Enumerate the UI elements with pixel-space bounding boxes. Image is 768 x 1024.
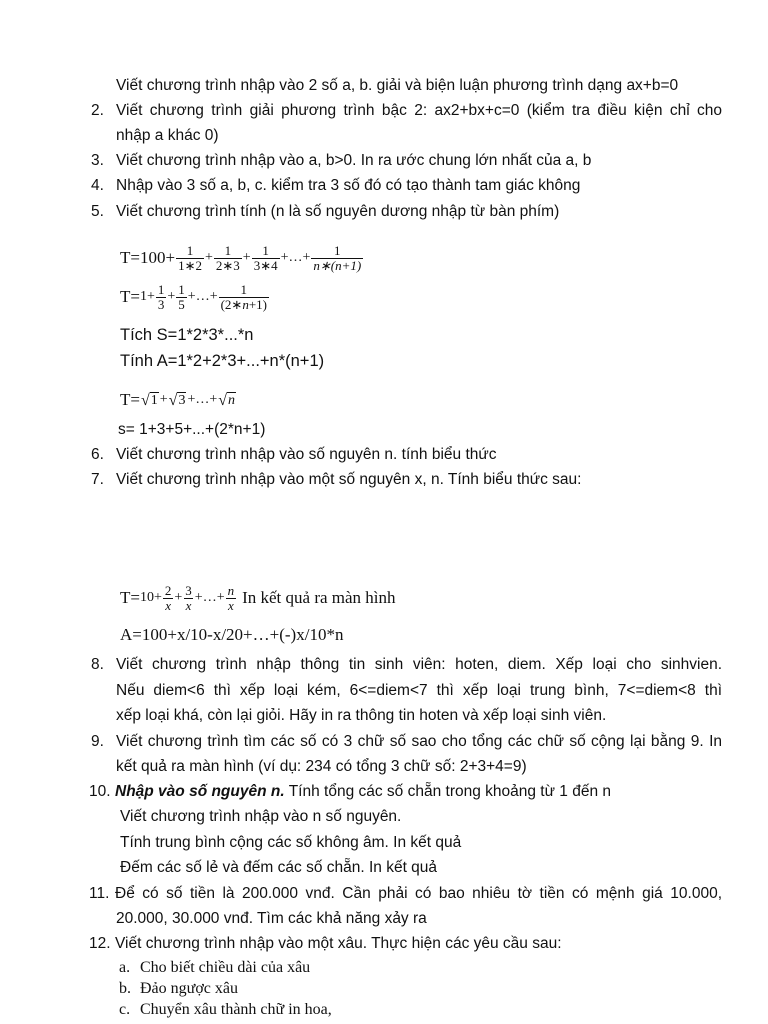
subitem-c-label: c. [119, 1001, 131, 1018]
item-2-text: Viết chương trình giải phương trình bậc 2: ax2+bx+c=0 (kiểm tra điều kiện chỉ cho [116, 102, 722, 119]
tinh-a: Tính A=1*2+2*3+...+n*(n+1) [120, 352, 325, 370]
formula-t-sum-1: T=100+ $\frac{1}{1∗2}$ + $\frac{1}{2∗3}$ + $\frac{1}{3∗4}$ +…+ $\frac{1}{n∗(n+1)}$ [120, 242, 362, 273]
item-8-number: 8. [91, 656, 104, 673]
item-8-text: Viết chương trình nhập thông tin sinh viên: hoten, diem. Xếp loại cho sinhvien. [116, 656, 722, 673]
item-11-text: Để có số tiền là 200.000 vnđ. Cần phải có bao nhiêu tờ tiền có mệnh giá 10.000, [115, 885, 722, 902]
item-10-sub-1: Viết chương trình nhập vào n số nguyên. [120, 808, 402, 825]
item-8-text-cont-2: xếp loại khá, còn lại giỏi. Hãy in ra thông tin hoten và xếp loại sinh viên. [116, 707, 607, 724]
item-9-text-cont: kết quả ra màn hình (ví dụ: 234 có tổng 3 chữ số: 2+3+4=9) [116, 758, 527, 775]
item-4-text: Nhập vào 3 số a, b, c. kiểm tra 3 số đó có tạo thành tam giác không [116, 177, 581, 194]
item-11-text-cont: 20.000, 30.000 vnđ. Tìm các khả năng xảy ra [116, 910, 427, 927]
item-10-number: 10. [89, 783, 111, 800]
subitem-a-label: a. [119, 959, 131, 976]
item-1-text: Viết chương trình nhập vào 2 số a, b. giải và biện luận phương trình dạng ax+b=0 [116, 77, 679, 94]
item-3-number: 3. [91, 152, 104, 169]
subitem-b-text: Đảo ngược xâu [140, 980, 238, 997]
item-5-number: 5. [91, 203, 104, 220]
formula-t-x-sum: T= 10+ $\frac{2}{x}$ + $\frac{3}{x}$ +…+ $\frac{n}{x}$ In kết quả ra màn hình [120, 582, 396, 613]
item-5-text: Viết chương trình tính (n là số nguyên dương nhập từ bàn phím) [116, 203, 560, 220]
subitem-b-label: b. [119, 980, 131, 997]
item-9-text: Viết chương trình tìm các số có 3 chữ số sao cho tổng các chữ số cộng lại bằng 9. In [116, 733, 722, 750]
item-12-number: 12. [89, 935, 111, 952]
item-10-sub-3: Đếm các số lẻ và đếm các số chẵn. In kết quả [120, 859, 438, 876]
item-10-text [115, 782, 611, 802]
subitem-c-text: Chuyển xâu thành chữ in hoa, [140, 1001, 332, 1018]
item-2-text-cont: nhập a khác 0) [116, 127, 219, 144]
s-sum: s= 1+3+5+...+(2*n+1) [118, 421, 266, 438]
item-10-bold: Nhập vào số nguyên n. [115, 783, 285, 800]
item-10-sub-2: Tính trung bình cộng các số không âm. In kết quả [120, 834, 462, 851]
item-9-number: 9. [91, 733, 104, 750]
item-7-text: Viết chương trình nhập vào một số nguyên x, n. Tính biểu thức sau: [116, 471, 582, 488]
item-11-number: 11. [89, 885, 110, 902]
item-6-text: Viết chương trình nhập vào số nguyên n. tính biểu thức [116, 446, 497, 463]
item-10-rest: Tính tổng các số chẵn trong khoảng từ 1 đến n [284, 783, 612, 800]
subitem-a-text: Cho biết chiều dài của xâu [140, 959, 311, 976]
item-4-number: 4. [91, 177, 104, 194]
formula-t-x-caption: In kết quả ra màn hình [242, 588, 396, 607]
tich-s: Tích S=1*2*3*...*n [120, 326, 254, 344]
item-12-text: Viết chương trình nhập vào một xâu. Thực hiện các yêu cầu sau: [115, 935, 562, 952]
item-6-number: 6. [91, 446, 104, 463]
item-7-number: 7. [91, 471, 104, 488]
item-8-text-cont: Nếu diem<6 thì xếp loại kém, 6<=diem<7 thì xếp loại trung bình, 7<=diem<8 thì [116, 682, 722, 699]
item-3-text: Viết chương trình nhập vào a, b>0. In ra ước chung lớn nhất của a, b [116, 152, 592, 169]
formula-t-sqrt: T= √ 1 + √ 3 +…+ √ n [120, 390, 236, 409]
formula-t-sum-2: T= 1+ $\frac{1}{3}$ + $\frac{1}{5}$ +…+ $\frac{1}{(2∗n+1)}$ [120, 281, 267, 312]
item-2-number: 2. [91, 102, 104, 119]
formula-a-expr: A=100+x/10-x/20+…+(-)x/10*n [120, 625, 344, 644]
